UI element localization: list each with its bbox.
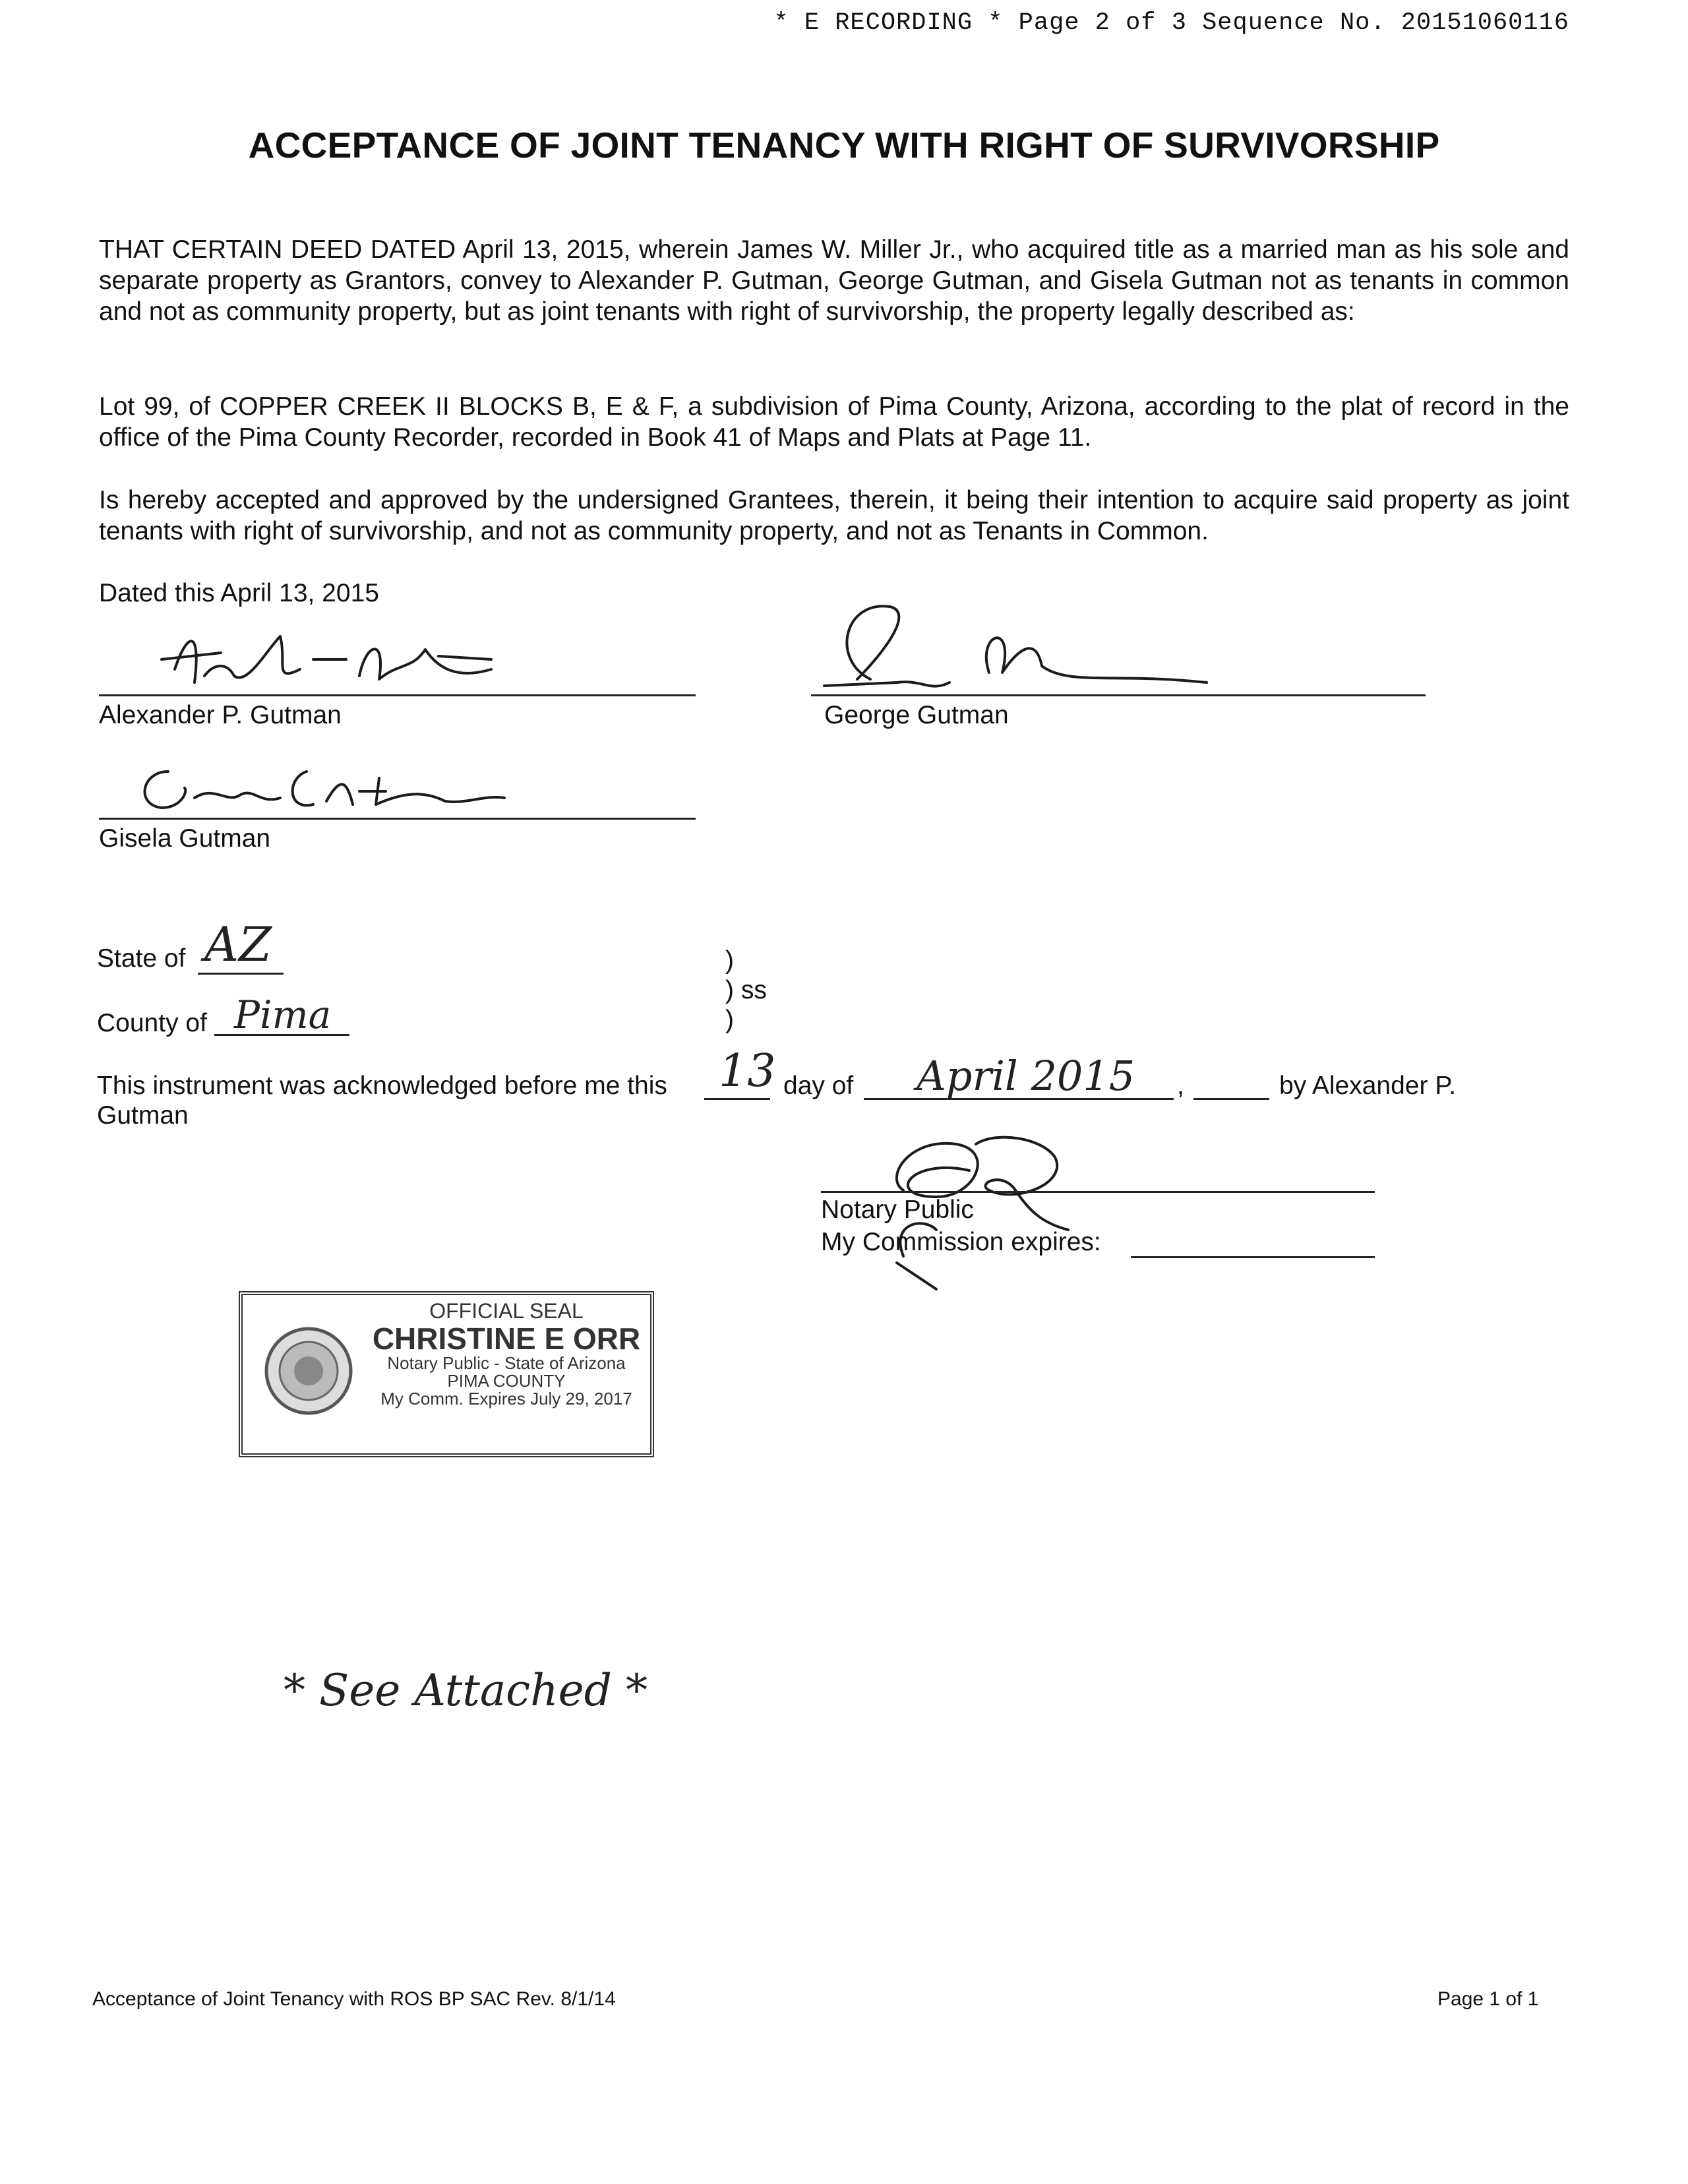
ss-paren-top: ) <box>725 946 734 975</box>
acceptance-paragraph: Is hereby accepted and approved by the undersigned Grantees, therein, it being their intention to acquire said property as joint tenants with right of survivorship, and not as community property, and not as Tenants in Common. <box>99 486 1569 545</box>
document-title: ACCEPTANCE OF JOINT TENANCY WITH RIGHT OF SURVIVORSHIP <box>248 125 1440 166</box>
alexander-name: Alexander P. Gutman <box>99 701 342 729</box>
day-handwritten: 13 <box>719 1045 776 1097</box>
ss-paren-bottom: ) <box>725 1006 734 1034</box>
year-blank <box>1193 1098 1269 1100</box>
county-label: County of <box>97 1009 207 1037</box>
legal-description-paragraph: Lot 99, of COPPER CREEK II BLOCKS B, E & F, a subdivision of Pima County, Arizona, according to the plat of record in the office of the Pima County Recorder, recorded in Book 41 of Maps and Plats at Page 11. <box>99 392 1569 452</box>
arizona-seal-emblem <box>262 1325 355 1417</box>
acknowledgement-by: by Alexander P. <box>1279 1072 1457 1100</box>
seal-expiration: My Comm. Expires July 29, 2017 <box>380 1389 632 1409</box>
official-notary-seal <box>239 1291 654 1457</box>
acknowledgement-text: This instrument was acknowledged before me this <box>97 1072 667 1100</box>
day-blank <box>704 1098 770 1100</box>
gisela-signature-line <box>99 818 696 820</box>
ss-label: ) ss <box>725 976 767 1004</box>
form-revision: Acceptance of Joint Tenancy with ROS BP SAC Rev. 8/1/14 <box>92 1988 616 2010</box>
dated-line: Dated this April 13, 2015 <box>99 579 379 607</box>
notary-public-label: Notary Public <box>821 1196 974 1224</box>
george-name: George Gutman <box>824 701 1009 729</box>
deed-paragraph: THAT CERTAIN DEED DATED April 13, 2015, wherein James W. Miller Jr., who acquired title as a married man as his sole and separate property as Grantors, convey to Alexander P. Gutman, George Gutman, and Gisela Gutman not as tenants in common and not as community property, but as joint tenants with right of survivorship, the property legally described as: <box>99 235 1569 326</box>
state-label: State of <box>97 944 186 973</box>
george-signature-line <box>811 694 1426 696</box>
gisela-name: Gisela Gutman <box>99 824 271 853</box>
page-number: Page 1 of 1 <box>1437 1988 1539 2010</box>
alexander-signature <box>148 623 518 696</box>
month-handwritten: April 2015 <box>917 1052 1135 1100</box>
state-handwritten: AZ <box>204 917 272 972</box>
state-blank <box>198 973 284 975</box>
alexander-signature-line <box>99 694 696 696</box>
gisela-signature <box>129 752 511 818</box>
notary-signature-line <box>821 1191 1375 1193</box>
commission-blank <box>1131 1256 1375 1258</box>
george-signature <box>818 593 1213 699</box>
county-handwritten: Pima <box>234 992 332 1037</box>
seal-notary-name: CHRISTINE E ORR <box>372 1321 641 1356</box>
day-of-label: day of <box>783 1072 854 1100</box>
seal-state: Notary Public - State of Arizona <box>387 1352 626 1373</box>
seal-heading: OFFICIAL SEAL <box>429 1299 584 1323</box>
comma: , <box>1177 1072 1184 1100</box>
commission-label: My Commission expires: <box>821 1228 1101 1256</box>
handwritten-note: * See Attached * <box>284 1665 648 1716</box>
seal-county: PIMA COUNTY <box>447 1371 566 1391</box>
acknowledgement-name: Gutman <box>97 1101 189 1130</box>
recording-header: * E RECORDING * Page 2 of 3 Sequence No. 20151060116 <box>773 9 1569 37</box>
